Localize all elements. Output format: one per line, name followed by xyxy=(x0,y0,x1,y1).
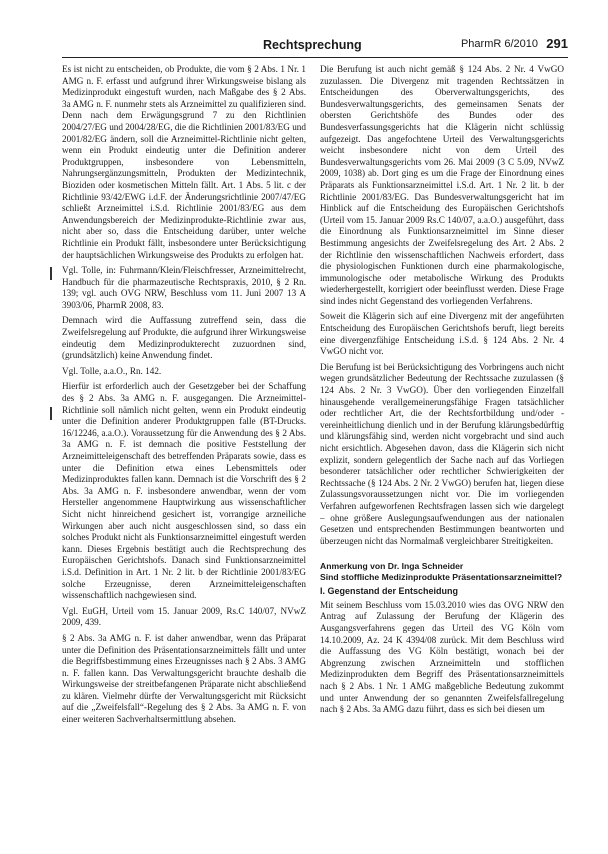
paragraph: Hierfür ist erforderlich auch der Gesetzgeber bei der Schaffung des § 2 Abs. 3a AMG n. F. ausgegangen. Die Arzneimittel-Richtlinie soll nämlich nicht gelten, wenn ein Produkt eindeutig unter die Definition anderer Produktgruppen falle (BT-Drucks. 16/12246, a.a.O.). Voraussetzung für die Anwendung des § 2 Abs. 3a AMG n. F. ist demnach die positive Feststellung der Arzneimitteleigenschaft des betreffenden Präparats sowie, dass es unter die Definition etwa eines Lebensmittels oder Medizinproduktes fallen kann. Demnach ist die Vorschrift des § 2 Abs. 3a AMG n. F. insbesondere anwendbar, wenn der vom Hersteller angenommene Hauptwirkung aus wissenschaftlicher Sicht nicht hinreichend gesichert ist, vorrangige arzneiliche Wirkungen aber auch nicht ausgeschlossen sind, so dass ein solches Produkt nicht als Funktionsarzneimittel eingestuft werden kann. Dieses Ergebnis bestätigt auch die Rechtsprechung des Europäischen Gerichtshofs. Danach sind Funktionsarzneimittel i.S.d. Definition in Art. 1 Nr. 2 lit. b der Richtlinie 2001/83/EG solche Erzeugnisse, deren Arzneimitteleigenschaften wissenschaftlich nachgewiesen sind. xyxy=(62,381,306,601)
right-column xyxy=(320,64,564,720)
citation: Vgl. Tolle, a.a.O., Rn. 142. xyxy=(62,365,162,376)
page-number: 291 xyxy=(546,36,568,51)
section-title: Rechtsprechung xyxy=(263,38,362,52)
margin-change-bar xyxy=(50,267,52,280)
paragraph: Die Berufung ist auch nicht gemäß § 124 Abs. 2 Nr. 4 VwGO zuzulassen. Die Divergenz mit tragenden Rechtssätzen in Entscheidungen des Oberverwaltungsgerichts, des Bundesverwaltungsgerichts, des gemeinsamen Senats der obersten Gerichtshöfe des Bundes oder des Bundesverfassungsgerichts hat die Klägerin nicht schlüssig aufgezeigt. Das angefochtene Urteil des Verwaltungsgerichts weicht insbesondere nicht von dem Urteil des Bundesverwaltungsgerichts vom 26. Mai 2009 (3 C 5.09, NVwZ 2009, 1038) ab. Dort ging es um die Frage der Einordnung eines Präparats als Funktionsarzneimittel i.S.d. Art. 1 Nr. 2 lit. b der Richtlinie 2001/83/EG. Das Bundesverwaltungsgericht hat im Hinblick auf die Entscheidung des Europäischen Gerichtshofs (Urteil vom 15. Januar 2009 Rs.C 140/07, a.a.O.) ausgeführt, dass die Einordnung als Funktionsarzneimittel im Sinne dieser Bestimmung angesichts der Zweifelsregelung des Art. 2 Abs. 2 der Richtlinie den wissenschaftlichen Nachweis erfordert, dass die physiologischen Funktionen durch eine pharmakologische, immunologische oder metabolische Wirkung des Produkts wiederhergestellt, korrigiert oder beeinflusst werden. Diese Frage sind indes nicht Gegenstand des vorliegenden Verfahrens. xyxy=(320,64,564,306)
annotation-author: Anmerkung von Dr. Inga Schneider xyxy=(320,561,464,572)
annotation-body: Mit seinem Beschluss vom 15.03.2010 wies das OVG NRW den Antrag auf Zulassung der Berufung der Klägerin des Ausgangsverfahrens gegen das Urteil des VG Köln vom 14.10.2009, Az. 24 K 4394/08 zurück. Mit dem Beschluss wird die Auffassung des VG Köln bestätigt, wonach bei der Abgrenzung zwischen Arzneimitteln und stofflichen Medizinprodukten dem Begriff des Präsentationsarzneimittels nach § 2 Abs. 1 Nr. 1 AMG maßgebliche Bedeutung zukommt und unter Anwendung der so genannten Zweifelsfallregelung nach § 2 Abs. 3a AMG dazu führt, dass es sich bei diesen um xyxy=(320,599,564,715)
annotation-section-heading: I. Gegenstand der Entscheidung xyxy=(320,586,459,597)
citation: Vgl. EuGH, Urteil vom 15. Januar 2009, Rs.C 140/07, NVwZ 2009, 439. xyxy=(62,605,306,628)
page-header xyxy=(68,34,568,56)
paragraph: § 2 Abs. 3a AMG n. F. ist daher anwendbar, wenn das Präparat unter die Definition des Präsentationsarzneimittels fällt und unter die Begriffsbestimmung eines Erzeugnisses nach § 2 Abs. 3 AMG n. F. fallen kann. Das Verwaltungsgericht brauchte deshalb die Wirkungsweise der streitbefangenen Präparate nicht abschließend zu klären. Vielmehr dürfte der Verwaltungsgericht mit Rücksicht auf die „Zweifelsfall“-Regelung des § 2 Abs. 3a AMG n. F. von einer weiteren Sachverhaltsermittlung absehen. xyxy=(62,632,306,725)
header-rule xyxy=(62,57,568,58)
margin-change-bar xyxy=(50,407,52,420)
journal-reference: PharmR 6/2010 xyxy=(460,38,538,50)
paragraph: Die Berufung ist bei Berücksichtigung des Vorbringens auch nicht wegen grundsätzlicher Bedeutung der Rechtssache zuzulassen (§ 124 Abs. 2 Nr. 3 VwGO). Über den vorliegenden Einzelfall hinausgehende verallgemeinerungsfähige Fragen tatsächlicher oder rechtlicher Art, die der Rechtsfortbildung und/oder -vereinheitlichung dienlich und in der Berufung klärungsbedürftig und klärungsfähig sind, werden nicht vorgebracht und sind auch nicht ersichtlich. Abgesehen davon, dass die Klägerin sich nicht explizit, sondern gelegentlich der Sache nach auf das Vorliegen besonderer tatsächlicher oder rechtlicher Schwierigkeiten der Rechtssache (§ 124 Abs. 2 Nr. 2 VwGO) berufen hat, liegen diese Zulassungsvoraussetzungen nicht vor. Die im vorliegenden Verfahren aufgeworfenen Rechtsfragen lassen sich wie dargelegt – ohne größere Auslegungsaufwendungen aus der nationalen Gesetzen und entsprechenden Bestimmungen beantworten und überzeugen nicht das Normalmaß vergleichbarer Streitigkeiten. xyxy=(320,361,564,546)
paragraph: Demnach wird die Auffassung zutreffend sein, dass die Zweifelsregelung auf Produkte, die aufgrund ihrer Wirkungsweise eindeutig dem Medizinprodukterecht zuzuordnen sind, (grundsätzlich) keine Anwendung findet. xyxy=(62,315,306,361)
citation: Vgl. Tolle, in: Fuhrmann/Klein/Fleischfresser, Arzneimittelrecht, Handbuch für die pharmazeutische Rechtspraxis, 2010, § 2 Rn. 139; vgl. auch OVG NRW, Beschluss vom 11. Juni 2007 13 A 3903/06, PharmR 2008, 83. xyxy=(62,265,306,310)
left-column xyxy=(62,64,306,730)
paragraph: Soweit die Klägerin sich auf eine Divergenz mit der angeführten Entscheidung des Europäischen Gerichtshofs beruft, liegt bereits eine divergenzfähige Entscheidung i.S.d. § 124 Abs. 2 Nr. 4 VwGO nicht vor. xyxy=(320,311,564,357)
paragraph: Es ist nicht zu entscheiden, ob Produkte, die vom § 2 Abs. 1 Nr. 1 AMG n. F. erfasst und aufgrund ihrer Wirkungsweise bislang als Medizinprodukt eingestuft wurden, nach Maßgabe des § 2 Abs. 3a AMG n. F. nunmehr stets als Arzneimittel zu qualifizieren sind. Denn nach dem Erwägungsgrund 7 zu den Richtlinien 2004/27/EG und 2004/28/EG, die die Richtlinien 2001/83/EG und 2001/82/EG ändern, soll die Arzneimittel-Richtlinie nicht gelten, wenn ein Produkt eindeutig unter die Definition anderer Produktgruppen, insbesondere von Lebensmitteln, Nahrungsergänzungsmitteln, Produkten der Medizintechnik, Bioziden oder kosmetischen Mitteln fällt. Art. 1 Abs. 5 lit. c der Richtlinie 93/42/EWG i.d.F. der Änderungsrichtlinie 2007/47/EG schließt Arzneimittel i.S.d. Richtlinie 2001/83/EG aus dem Anwendungsbereich der Medizinprodukte-Richtlinie zwar aus, nicht aber so, dass die Entscheidung darüber, unter welche Richtlinie ein Produkt fällt, insbesondere unter Berücksichtigung der hauptsächlichen Wirkungsweise des Produkts zu erfolgen hat. xyxy=(62,64,306,260)
annotation-title: Sind stoffliche Medizinprodukte Präsentationsarzneimittel? xyxy=(320,571,563,582)
